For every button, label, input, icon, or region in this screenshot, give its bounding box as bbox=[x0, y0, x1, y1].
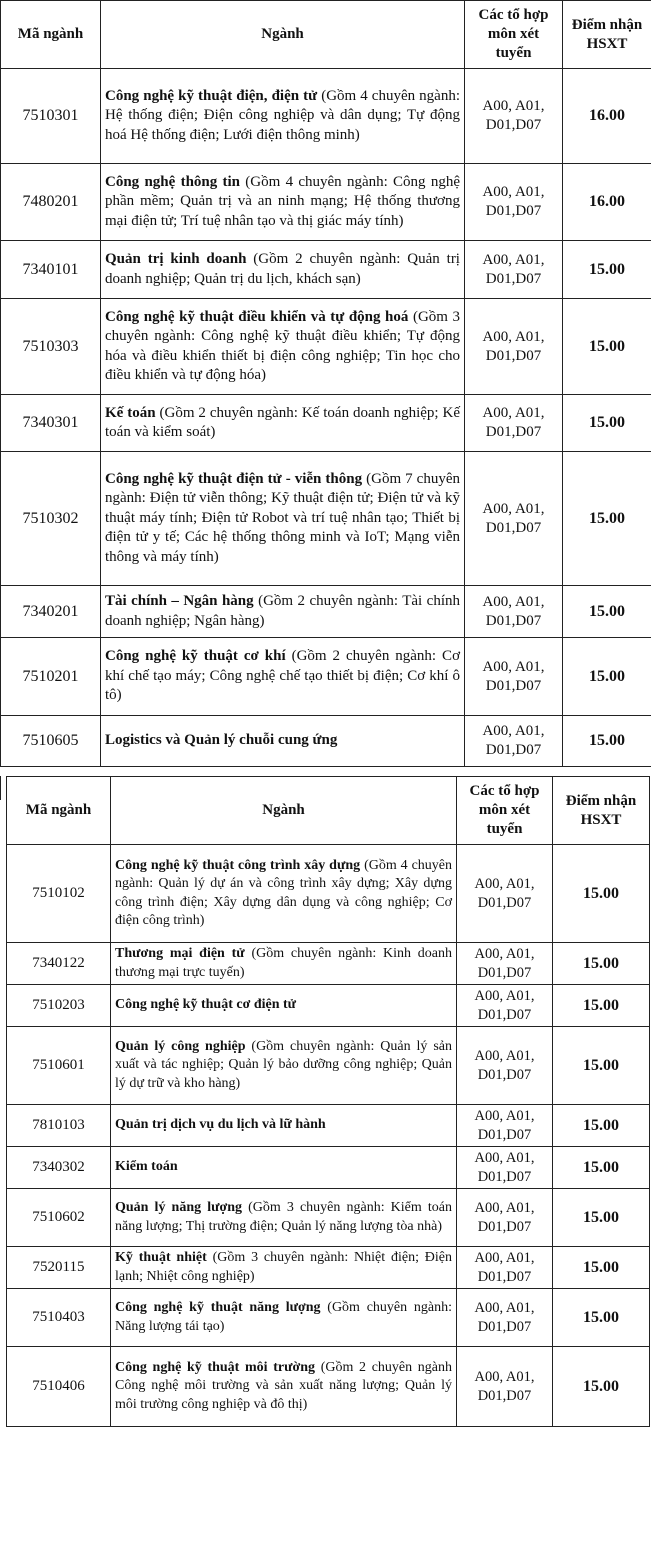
subject-combos: A00, A01, D01,D07 bbox=[457, 845, 553, 943]
major-name-cell bbox=[101, 638, 465, 716]
admission-score: 15.00 bbox=[563, 586, 651, 638]
major-name: Quản lý năng lượng bbox=[115, 1200, 243, 1216]
major-name: Kế toán bbox=[105, 404, 156, 421]
admission-score: 15.00 bbox=[553, 845, 650, 943]
major-name: Công nghệ kỹ thuật công trình xây dựng bbox=[115, 858, 361, 874]
admission-score: 15.00 bbox=[553, 1289, 650, 1347]
major-detail: (Gồm 3 chuyên ngành: Công nghệ kỹ thuật điều khiển; Tự động hóa và điều khiển thiết bị điện công nghiệp; Tin học cho điều khiển và tự động hóa) bbox=[105, 308, 461, 383]
major-name: Công nghệ kỹ thuật năng lượng bbox=[115, 1300, 321, 1316]
major-code: 7340302 bbox=[7, 1147, 111, 1189]
table-row bbox=[1, 716, 651, 767]
admission-score: 15.00 bbox=[553, 1347, 650, 1427]
table-row bbox=[1, 164, 651, 241]
subject-combos: A00, A01, D01,D07 bbox=[457, 1289, 553, 1347]
major-name: Thương mại điện tử bbox=[115, 946, 245, 962]
major-detail: (Gồm 2 chuyên ngành: Cơ khí chế tạo máy; Công nghệ chế tạo thiết bị điện; Cơ khí ô tô) bbox=[105, 648, 460, 704]
major-detail: (Gồm 4 chuyên ngành: Hệ thống điện; Điện công nghiệp và dân dụng; Tự động hoá Hệ thống điện; Lưới điện thông minh) bbox=[105, 87, 460, 143]
admission-score: 15.00 bbox=[563, 299, 651, 395]
major-name: Quản trị kinh doanh bbox=[105, 251, 247, 267]
subject-combos: A00, A01, D01,D07 bbox=[465, 299, 563, 395]
table-row bbox=[1, 395, 651, 452]
major-name-cell bbox=[111, 1105, 457, 1147]
table-2-left-edge bbox=[0, 776, 5, 800]
subject-combos: A00, A01, D01,D07 bbox=[465, 452, 563, 586]
major-code: 7510605 bbox=[1, 716, 101, 767]
major-name-cell bbox=[101, 299, 465, 395]
major-detail: (Gồm 7 chuyên ngành: Điện tử viễn thông; Kỹ thuật điện tử; Điện tử và kỹ thuật máy tính; Điện tử Robot và trí tuệ nhân tạo; Thiết bị điện tử y tế; Các hệ thống thông minh và IoT; Mạng viễn thông và máy tính) bbox=[105, 470, 461, 565]
table-row bbox=[7, 845, 650, 943]
table-row bbox=[7, 1289, 650, 1347]
major-code: 7340301 bbox=[1, 395, 101, 452]
major-name-cell bbox=[111, 1247, 457, 1289]
admission-score: 15.00 bbox=[553, 1027, 650, 1105]
subject-combos: A00, A01, D01,D07 bbox=[457, 1247, 553, 1289]
major-name-cell bbox=[111, 1289, 457, 1347]
major-code: 7510602 bbox=[7, 1189, 111, 1247]
major-name: Tài chính – Ngân hàng bbox=[105, 593, 254, 609]
admission-table-1 bbox=[0, 0, 651, 767]
major-code: 7510203 bbox=[7, 985, 111, 1027]
major-name-cell bbox=[101, 395, 465, 452]
major-detail: (Gồm 2 chuyên ngành: Tài chính doanh nghiệp; Ngân hàng) bbox=[105, 593, 460, 629]
major-detail: (Gồm 2 chuyên ngành Công nghệ môi trường và sản xuất năng lượng; Quản lý môi trường công nghiệp và đô thị) bbox=[115, 1360, 452, 1412]
major-name: Công nghệ kỹ thuật cơ khí bbox=[105, 648, 286, 665]
subject-combos: A00, A01, D01,D07 bbox=[465, 241, 563, 299]
table-row bbox=[7, 1189, 650, 1247]
header-row bbox=[1, 1, 651, 69]
subject-combos: A00, A01, D01,D07 bbox=[457, 1105, 553, 1147]
admission-score: 15.00 bbox=[563, 716, 651, 767]
table-row bbox=[1, 241, 651, 299]
major-name-cell bbox=[111, 943, 457, 985]
major-code: 7510303 bbox=[1, 299, 101, 395]
major-code: 7480201 bbox=[1, 164, 101, 241]
header-combos: Các tổ hợp môn xét tuyển bbox=[457, 777, 553, 845]
major-name-cell bbox=[101, 452, 465, 586]
major-code: 7510201 bbox=[1, 638, 101, 716]
major-code: 7520115 bbox=[7, 1247, 111, 1289]
table-row bbox=[1, 299, 651, 395]
major-detail: (Gồm chuyên ngành: Kinh doanh thương mại trực tuyến) bbox=[115, 946, 452, 980]
table-row bbox=[7, 943, 650, 985]
major-code: 7510403 bbox=[7, 1289, 111, 1347]
admission-score: 15.00 bbox=[563, 452, 651, 586]
major-code: 7810103 bbox=[7, 1105, 111, 1147]
major-name-cell bbox=[111, 1147, 457, 1189]
major-detail: (Gồm 3 chuyên ngành: Kiểm toán năng lượng; Thị trường điện; Quản lý năng lượng tòa nhà) bbox=[115, 1200, 452, 1234]
major-name: Công nghệ kỹ thuật cơ điện tử bbox=[115, 997, 297, 1013]
major-code: 7340101 bbox=[1, 241, 101, 299]
major-name: Công nghệ kỹ thuật điện tử - viễn thông bbox=[105, 470, 363, 487]
major-detail: (Gồm 3 chuyên ngành: Nhiệt điện; Điện lạnh; Nhiệt công nghiệp) bbox=[115, 1250, 452, 1284]
admission-score: 15.00 bbox=[553, 1247, 650, 1289]
header-score: Điểm nhận HSXT bbox=[563, 1, 651, 69]
major-detail: (Gồm 2 chuyên ngành: Kế toán doanh nghiệp; Kế toán và kiểm soát) bbox=[105, 404, 460, 440]
major-detail: (Gồm chuyên ngành: Năng lượng tái tạo) bbox=[115, 1300, 452, 1334]
major-name: Công nghệ kỹ thuật điều khiển và tự động hoá bbox=[105, 308, 409, 325]
major-name: Quản lý công nghiệp bbox=[115, 1039, 246, 1055]
admission-score: 15.00 bbox=[553, 1147, 650, 1189]
subject-combos: A00, A01, D01,D07 bbox=[465, 638, 563, 716]
admission-score: 16.00 bbox=[563, 164, 651, 241]
subject-combos: A00, A01, D01,D07 bbox=[457, 985, 553, 1027]
header-combos: Các tổ hợp môn xét tuyển bbox=[465, 1, 563, 69]
major-name-cell bbox=[111, 1027, 457, 1105]
admission-score: 16.00 bbox=[563, 69, 651, 164]
subject-combos: A00, A01, D01,D07 bbox=[457, 1189, 553, 1247]
admission-score: 15.00 bbox=[563, 638, 651, 716]
major-code: 7340122 bbox=[7, 943, 111, 985]
subject-combos: A00, A01, D01,D07 bbox=[465, 716, 563, 767]
major-name-cell bbox=[111, 985, 457, 1027]
admission-score: 15.00 bbox=[563, 241, 651, 299]
major-name: Công nghệ thông tin bbox=[105, 173, 241, 190]
major-name: Kiểm toán bbox=[115, 1159, 178, 1175]
major-detail: (Gồm 2 chuyên ngành: Quản trị doanh nghiệp; Quản trị du lịch, khách sạn) bbox=[105, 251, 460, 287]
table-row bbox=[1, 586, 651, 638]
admission-score: 15.00 bbox=[553, 1105, 650, 1147]
major-name-cell bbox=[101, 241, 465, 299]
admission-score: 15.00 bbox=[553, 985, 650, 1027]
table-row bbox=[7, 1105, 650, 1147]
major-code: 7510406 bbox=[7, 1347, 111, 1427]
header-score: Điểm nhận HSXT bbox=[553, 777, 650, 845]
major-name-cell bbox=[101, 69, 465, 164]
subject-combos: A00, A01, D01,D07 bbox=[457, 1027, 553, 1105]
header-code: Mã ngành bbox=[7, 777, 111, 845]
major-name-cell bbox=[111, 1189, 457, 1247]
subject-combos: A00, A01, D01,D07 bbox=[457, 1147, 553, 1189]
table-row bbox=[7, 1147, 650, 1189]
table-row bbox=[7, 985, 650, 1027]
table-row bbox=[7, 1027, 650, 1105]
subject-combos: A00, A01, D01,D07 bbox=[465, 164, 563, 241]
major-name-cell bbox=[111, 1347, 457, 1427]
major-name-cell bbox=[101, 586, 465, 638]
header-code: Mã ngành bbox=[1, 1, 101, 69]
header-major: Ngành bbox=[101, 1, 465, 69]
table-row bbox=[1, 69, 651, 164]
major-code: 7510601 bbox=[7, 1027, 111, 1105]
major-name: Công nghệ kỹ thuật điện, điện tử bbox=[105, 87, 318, 104]
major-name: Công nghệ kỹ thuật môi trường bbox=[115, 1360, 316, 1376]
header-major: Ngành bbox=[111, 777, 457, 845]
table-row bbox=[7, 1247, 650, 1289]
major-code: 7510302 bbox=[1, 452, 101, 586]
major-code: 7510301 bbox=[1, 69, 101, 164]
major-code: 7510102 bbox=[7, 845, 111, 943]
admission-table-2 bbox=[6, 776, 650, 1427]
major-name-cell bbox=[101, 164, 465, 241]
table-row bbox=[7, 1347, 650, 1427]
admission-score: 15.00 bbox=[563, 395, 651, 452]
major-name: Kỹ thuật nhiệt bbox=[115, 1250, 207, 1266]
subject-combos: A00, A01, D01,D07 bbox=[457, 943, 553, 985]
table-row bbox=[1, 638, 651, 716]
subject-combos: A00, A01, D01,D07 bbox=[465, 395, 563, 452]
header-row bbox=[7, 777, 650, 845]
major-code: 7340201 bbox=[1, 586, 101, 638]
major-name: Logistics và Quản lý chuỗi cung ứng bbox=[105, 732, 338, 749]
table-row bbox=[1, 452, 651, 586]
subject-combos: A00, A01, D01,D07 bbox=[457, 1347, 553, 1427]
admission-score: 15.00 bbox=[553, 1189, 650, 1247]
major-name-cell bbox=[101, 716, 465, 767]
major-detail: (Gồm 4 chuyên ngành: Công nghệ phần mềm; Quản trị và an ninh mạng; Hệ thống thương mại điện tử; Trí tuệ nhân tạo và thị giác máy tính) bbox=[105, 173, 460, 229]
subject-combos: A00, A01, D01,D07 bbox=[465, 586, 563, 638]
admission-score: 15.00 bbox=[553, 943, 650, 985]
major-detail: (Gồm 4 chuyên ngành: Quản lý dự án và công trình xây dựng; Xây dựng công trình điện; Xây dựng dân dụng và công nghiệp; Cơ điện công trình) bbox=[115, 858, 452, 928]
major-name-cell bbox=[111, 845, 457, 943]
subject-combos: A00, A01, D01,D07 bbox=[465, 69, 563, 164]
major-name: Quản trị dịch vụ du lịch và lữ hành bbox=[115, 1117, 326, 1133]
major-detail: (Gồm chuyên ngành: Quản lý sản xuất và tác nghiệp; Quản lý bảo dưỡng công nghiệp; Quản lý dự trữ và kho hàng) bbox=[115, 1039, 452, 1091]
